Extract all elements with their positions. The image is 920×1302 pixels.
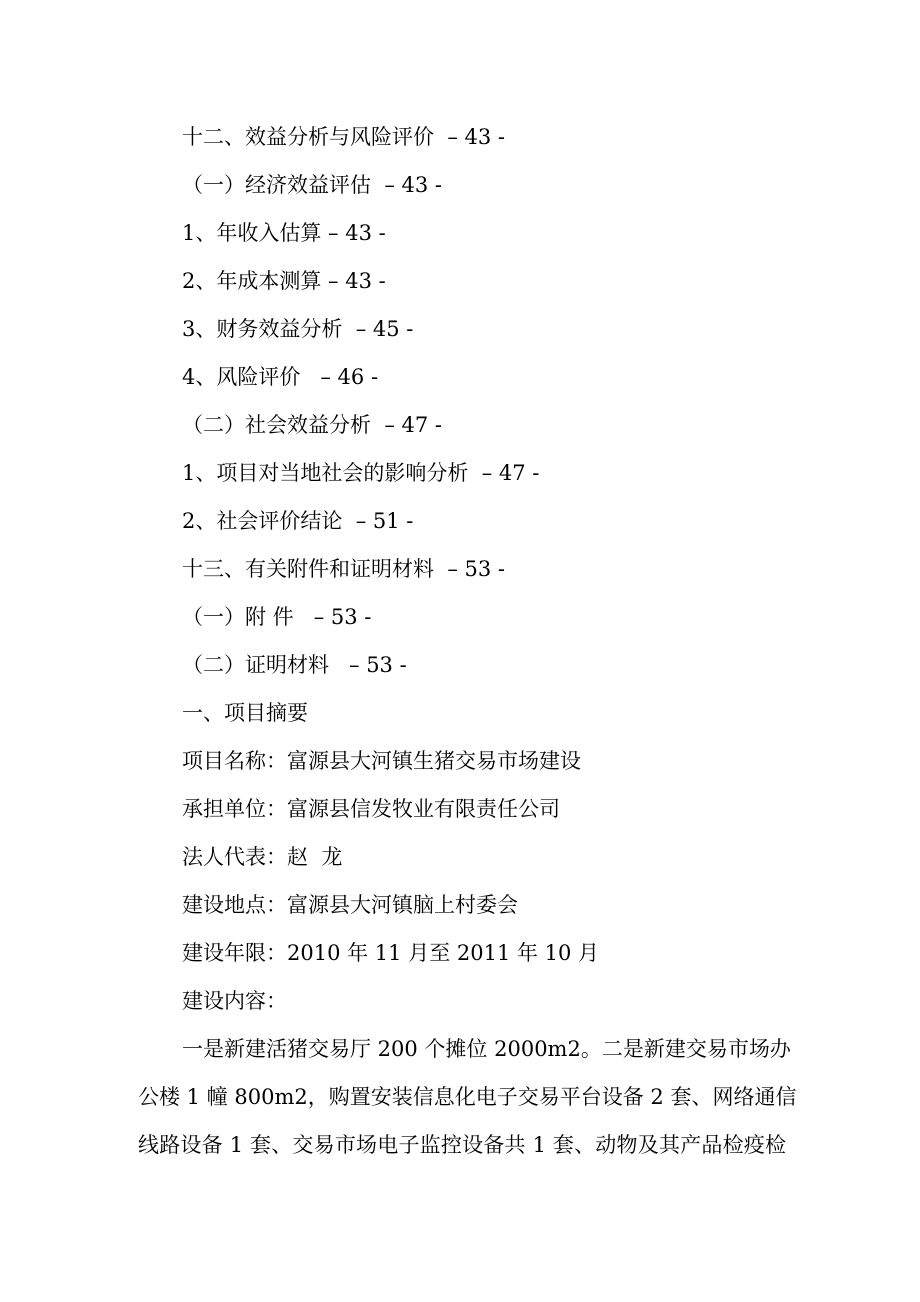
construction-content-label: 建设内容： [182,989,287,1013]
section-heading: 一、项目摘要 [182,701,308,725]
legal-representative: 法人代表：赵 龙 [182,845,343,869]
paragraph-line: 公楼 1 幢 800m2，购置安装信息化电子交易平台设备 2 套、网络通信 [138,1085,797,1109]
paragraph-line: 线路设备 1 套、交易市场电子监控设备共 1 套、动物及其产品检疫检 [138,1133,786,1157]
undertaking-unit: 承担单位：富源县信发牧业有限责任公司 [182,797,560,821]
toc-entry-section-13: 十三、有关附件和证明材料 – 53 - [182,557,506,581]
construction-period: 建设年限：2010 年 11 月至 2011 年 10 月 [182,941,600,965]
toc-entry-certificates: （二）证明材料 – 53 - [182,653,407,677]
toc-entry-annual-cost: 2、年成本测算 – 43 - [182,269,386,293]
toc-entry-financial-analysis: 3、财务效益分析 – 45 - [182,317,414,341]
project-name: 项目名称：富源县大河镇生猪交易市场建设 [182,749,581,773]
construction-location: 建设地点：富源县大河镇脑上村委会 [182,893,518,917]
paragraph-line: 一是新建活猪交易厅 200 个摊位 2000m2。二是新建交易市场办 [182,1037,791,1061]
toc-entry-risk-evaluation: 4、风险评价 – 46 - [182,365,379,389]
toc-entry-attachments: （一）附 件 – 53 - [182,605,372,629]
toc-entry-social-conclusion: 2、社会评价结论 – 51 - [182,509,414,533]
toc-entry-social-impact: 1、项目对当地社会的影响分析 – 47 - [182,461,540,485]
toc-entry-section-12: 十二、效益分析与风险评价 – 43 - [182,125,506,149]
toc-entry-economic-benefit: （一）经济效益评估 – 43 - [182,173,443,197]
toc-entry-social-benefit: （二）社会效益分析 – 47 - [182,413,443,437]
construction-content-paragraph [138,1025,797,1169]
toc-entry-annual-income: 1、年收入估算 – 43 - [182,221,386,245]
